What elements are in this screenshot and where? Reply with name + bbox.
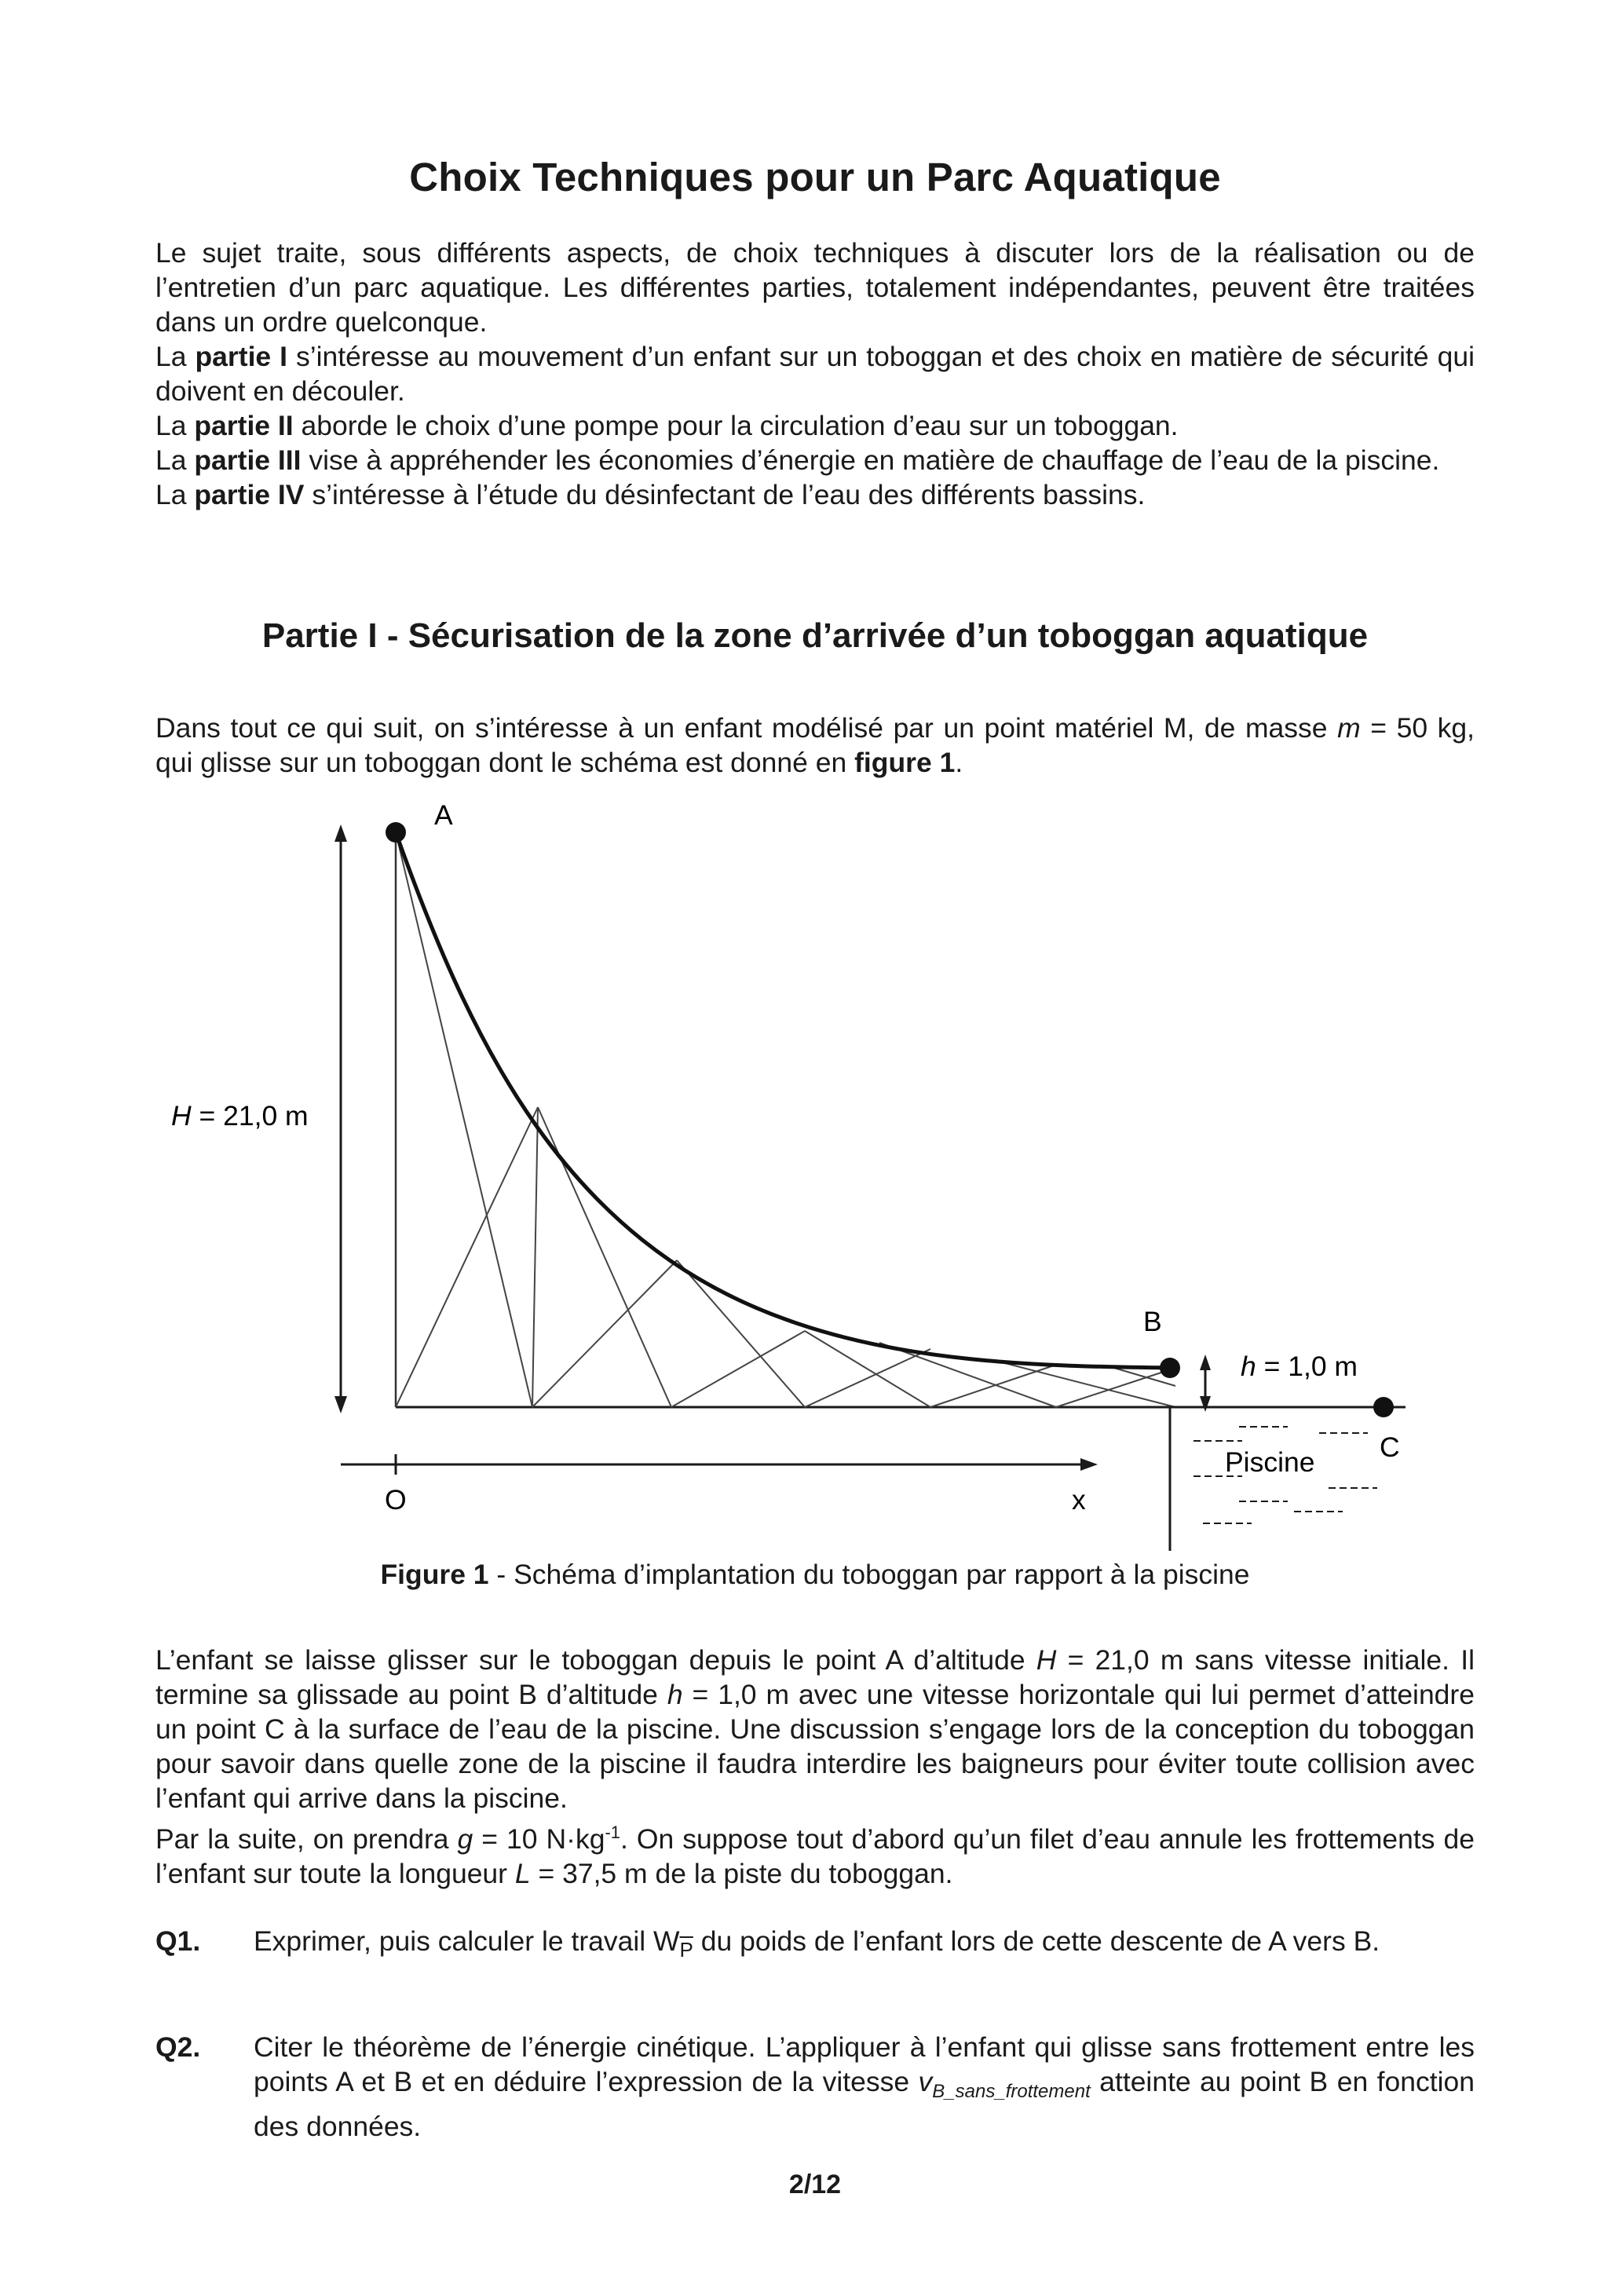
label-x: x: [1072, 1484, 1086, 1515]
page-number: 2/12: [788, 2170, 842, 2199]
intro-part-1: La partie I s’intéresse au mouvement d’un enfant sur un toboggan et des choix en matière de sécurité qui doivent en découler.: [155, 341, 1475, 407]
question-text: Citer le théorème de l’énergie cinétique. L’appliquer à l’enfant qui glisse sans frottement entre les points A et B et en déduire l’expression de la vitesse $v_{B\_sans\_frottement}$ atteinte au point B en fonction des données.: [254, 2031, 1475, 2143]
point-B: [1160, 1358, 1180, 1378]
document-title: Choix Techniques pour un Parc Aquatique: [409, 155, 1221, 199]
intro-part-4: La partie IV s’intéresse à l’étude du désinfectant de l’eau des différents bassins.: [155, 479, 1146, 510]
question-label: Q2.: [155, 2031, 201, 2063]
intro-part-2: La partie II aborde le choix d’une pompe pour la circulation d’eau sur un toboggan.: [155, 410, 1179, 441]
x-axis: [341, 1454, 1098, 1475]
question-text: Exprimer, puis calculer le travail $W_{\overline{P}}$ du poids de l’enfant lors de cette descente de A vers B.: [254, 1925, 1380, 1962]
setup-paragraph: Dans tout ce qui suit, on s’intéresse à un enfant modélisé par un point matériel M, de masse m = 50 kg, qui glisse sur un toboggan dont le schéma est donné en figure 1.: [155, 712, 1475, 778]
description-paragraph: L’enfant se laisse glisser sur le toboggan depuis le point A d’altitude H = 21,0 m sans vitesse initiale. Il termine sa glissade au point B d’altitude h = 1,0 m avec une vitesse horizontale qui lui permet d’atteindre un point C à la surface de l’eau de la piscine. Une discussion s’engage lors de la conception du toboggan pour savoir dans quelle zone de la piscine il faudra interdire les baigneurs pour éviter toute collision avec l’enfant qui arrive dans la piscine. Par la suite, on prendra g = 10 $N\cdot kg^{-1}$. On suppose tout d’abord qu’un filet d’eau annule les frottements de l’enfant sur toute la longueur L = 37,5 m de la piste du toboggan.: [155, 1644, 1475, 1889]
label-C: C: [1380, 1431, 1400, 1463]
intro: [155, 236, 1475, 512]
height-h-arrow: [1200, 1355, 1211, 1412]
point-A: [386, 822, 406, 843]
figure-caption: Figure 1 - Schéma d’implantation du toboggan par rapport à la piscine: [380, 1559, 1250, 1590]
slide-curve: [396, 832, 1170, 1368]
point-C: [1373, 1397, 1394, 1417]
section-title: Partie I - Sécurisation de la zone d’arrivée d’un toboggan aquatique: [261, 616, 1369, 655]
water-dashes: [1193, 1427, 1377, 1523]
label-A: A: [434, 799, 453, 831]
intro-paragraph: Le sujet traite, sous différents aspects, de choix techniques à discuter lors de la réalisation ou de l’entretien d’un parc aquatique. Les différentes parties, totalement indépendantes, peuvent être traitées dans un ordre quelconque.: [155, 237, 1475, 338]
slide-lattice: [396, 832, 1175, 1407]
label-H: H = 21,0 m: [171, 1100, 309, 1132]
label-O: O: [385, 1484, 407, 1515]
intro-part-3: La partie III vise à appréhender les économies d’énergie en matière de chauffage de l’eau de la piscine.: [155, 444, 1440, 476]
question-2: [155, 2030, 1475, 2144]
question-1: [155, 1924, 1475, 1967]
pool-label: Piscine: [1225, 1446, 1315, 1478]
label-B: B: [1143, 1306, 1162, 1337]
question-label: Q1.: [155, 1925, 201, 1957]
height-H-arrow: [334, 824, 347, 1413]
label-h: h = 1,0 m: [1241, 1351, 1358, 1382]
